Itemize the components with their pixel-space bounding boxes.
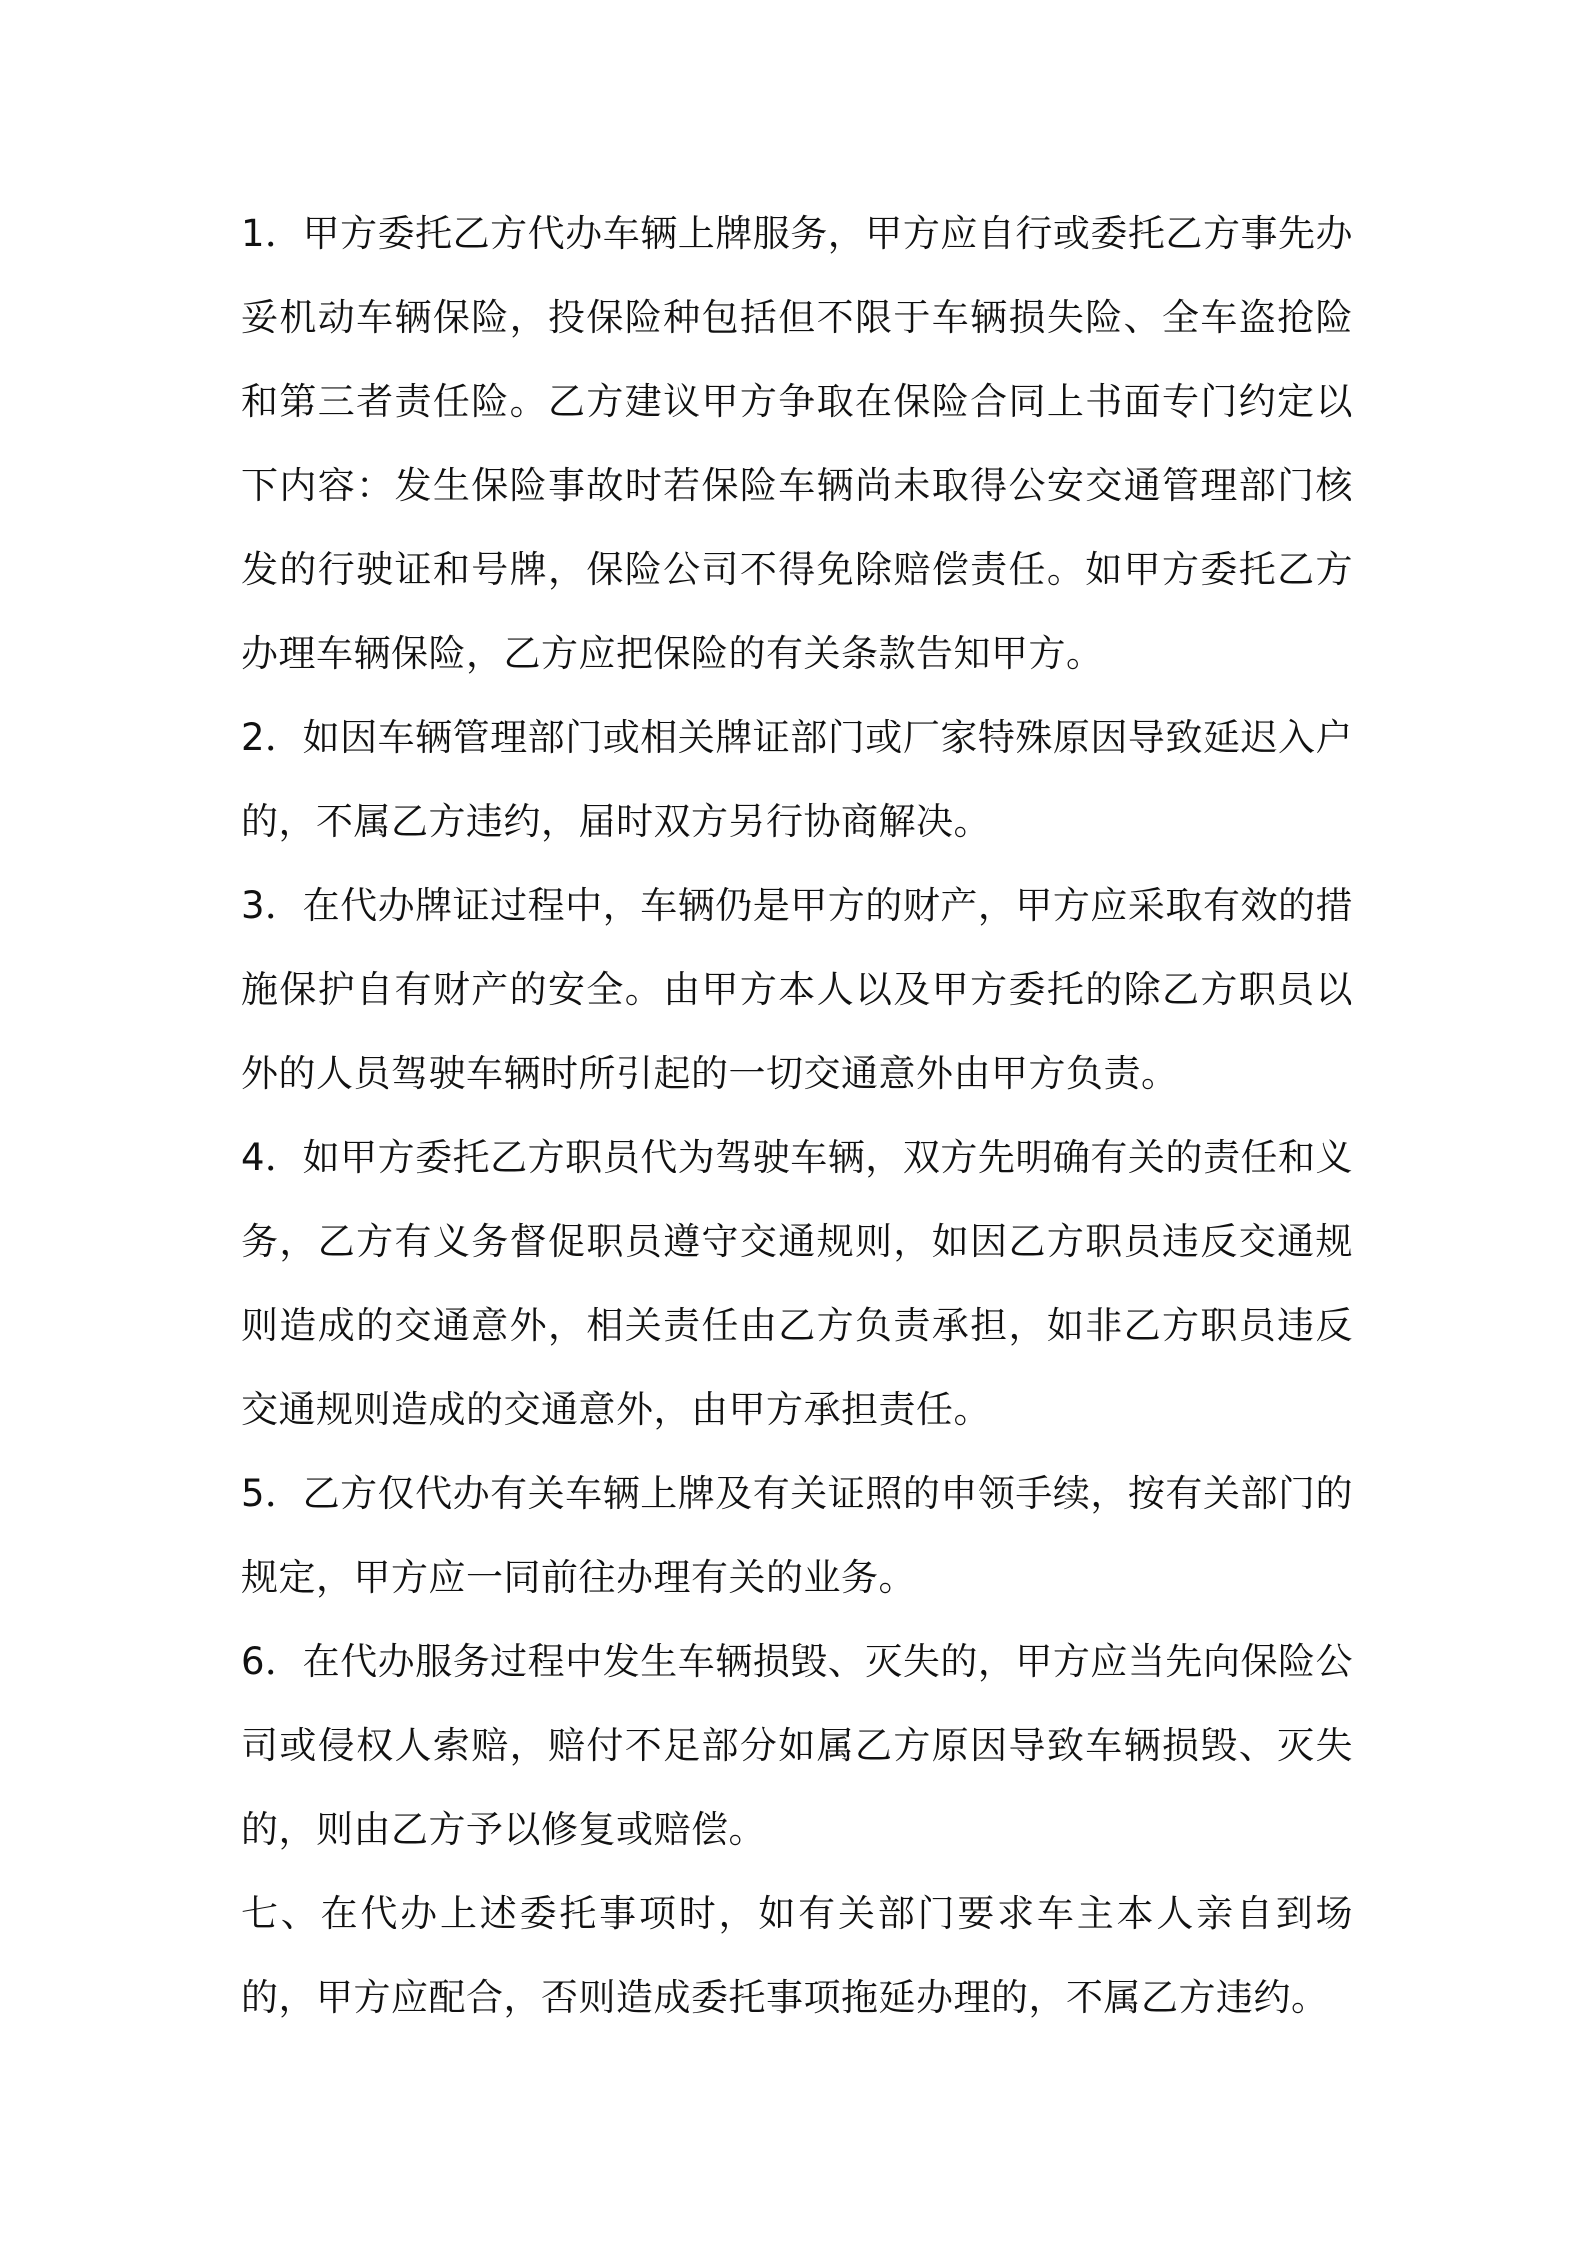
clause-7: 七、在代办上述委托事项时，如有关部门要求车主本人亲自到场的，甲方应配合，否则造成委托事项拖延办理的，不属乙方违约。 xyxy=(241,1892,1353,2019)
clause-3: 3．在代办牌证过程中，车辆仍是甲方的财产，甲方应采取有效的措施保护自有财产的安全。由甲方本人以及甲方委托的除乙方职员以外的人员驾驶车辆时所引起的一切交通意外由甲方负责。 xyxy=(241,884,1353,1095)
clause-4: 4．如甲方委托乙方职员代为驾驶车辆，双方先明确有关的责任和义务，乙方有义务督促职员遵守交通规则，如因乙方职员违反交通规则造成的交通意外，相关责任由乙方负责承担，如非乙方职员违反交通规则造成的交通意外，由甲方承担责任。 xyxy=(241,1136,1353,1431)
document-body xyxy=(241,192,1353,2040)
clause-2: 2．如因车辆管理部门或相关牌证部门或厂家特殊原因导致延迟入户的，不属乙方违约，届时双方另行协商解决。 xyxy=(241,716,1353,843)
clause-6: 6．在代办服务过程中发生车辆损毁、灭失的，甲方应当先向保险公司或侵权人索赔，赔付不足部分如属乙方原因导致车辆损毁、灭失的，则由乙方予以修复或赔偿。 xyxy=(241,1640,1353,1851)
clause-5: 5．乙方仅代办有关车辆上牌及有关证照的申领手续，按有关部门的规定，甲方应一同前往办理有关的业务。 xyxy=(241,1472,1353,1599)
clause-1: 1．甲方委托乙方代办车辆上牌服务，甲方应自行或委托乙方事先办妥机动车辆保险，投保险种包括但不限于车辆损失险、全车盗抢险和第三者责任险。乙方建议甲方争取在保险合同上书面专门约定以下内容：发生保险事故时若保险车辆尚未取得公安交通管理部门核发的行驶证和号牌，保险公司不得免除赔偿责任。如甲方委托乙方办理车辆保险，乙方应把保险的有关条款告知甲方。 xyxy=(241,212,1353,675)
